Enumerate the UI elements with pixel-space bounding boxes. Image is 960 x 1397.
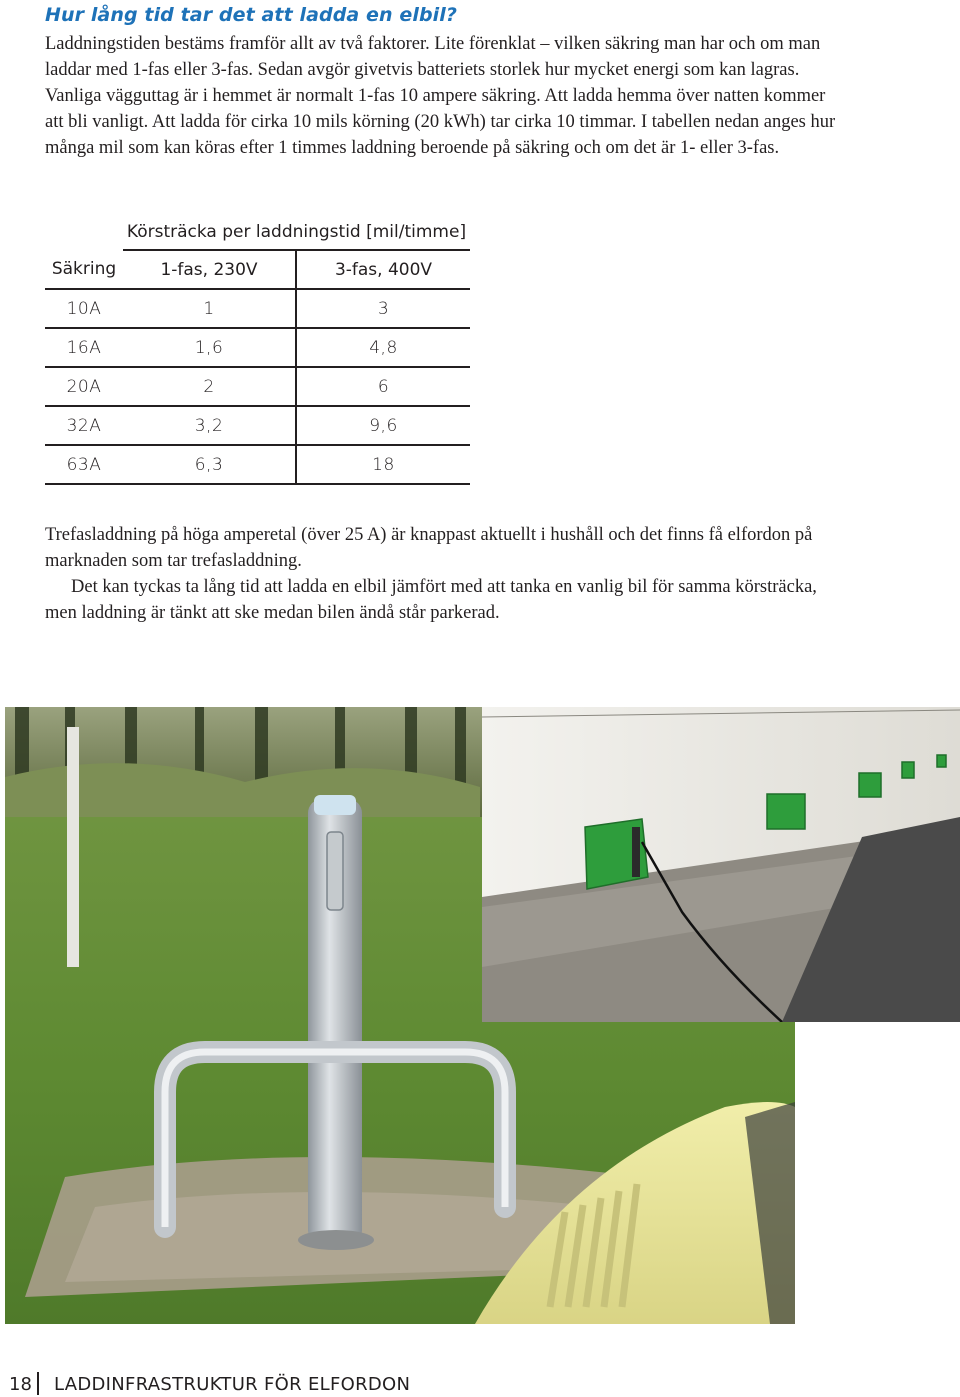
page-number: 18 — [9, 1374, 32, 1395]
one-phase-cell: 1 — [123, 289, 296, 328]
intro-paragraph: Laddningstiden bestäms framför allt av två faktorer. Lite förenklat – vilken säkring man har och om man laddar med 1-fas eller 3-fas. Sedan avgör givetvis batteriets storlek hur mycket energi som kan lagras. Vanliga vägguttag är i hemmet är normalt 1-fas 10 ampere säkring. Att ladda hemma över natten kommer att bli vanligt. Att ladda för cirka 10 mils körning (20 kWh) tar cirka 10 timmar. I tabellen nedan anges hur många mil som kan köras efter 1 timmes laddning beroende på säkring och om det är 1- eller 3-fas. — [45, 34, 836, 158]
three-phase-paragraph: Trefasladdning på höga amperetal (över 25 A) är knappast aktuellt i hushåll och det finns få elfordon på marknaden som tar trefasladdning. — [45, 525, 813, 571]
fuse-cell: 32A — [45, 406, 123, 445]
section-heading: Hur lång tid tar det att ladda en elbil? — [45, 4, 458, 26]
table-row — [45, 289, 470, 328]
garage-charger-photo — [482, 707, 960, 1022]
fuse-cell: 16A — [45, 328, 123, 367]
fuse-cell: 63A — [45, 445, 123, 484]
table-span-header: Körsträcka per laddningstid [mil/timme] — [123, 214, 470, 250]
footer-divider — [37, 1372, 39, 1395]
publication-title: LADDINFRASTRUKTUR FÖR ELFORDON — [54, 1374, 411, 1395]
table-row — [45, 328, 470, 367]
parking-paragraph: Det kan tyckas ta lång tid att ladda en elbil jämfört med att tanka en vanlig bil för samma körsträcka, men laddning är tänkt att ske medan bilen ändå står parkerad. — [45, 577, 817, 623]
three-phase-cell: 9,6 — [296, 406, 470, 445]
table-body — [45, 289, 470, 484]
one-phase-cell: 1,6 — [123, 328, 296, 367]
one-phase-cell: 3,2 — [123, 406, 296, 445]
column-header-3-phase: 3-fas, 400V — [296, 250, 470, 289]
fuse-cell: 20A — [45, 367, 123, 406]
table-row — [45, 406, 470, 445]
one-phase-cell: 6,3 — [123, 445, 296, 484]
three-phase-cell: 18 — [296, 445, 470, 484]
page-footer — [0, 1370, 960, 1397]
table-row — [45, 367, 470, 406]
charging-range-table — [45, 214, 470, 485]
table-corner — [45, 214, 123, 250]
column-header-1-phase: 1-fas, 230V — [123, 250, 296, 289]
column-header-fuse: Säkring — [45, 250, 123, 289]
three-phase-cell: 3 — [296, 289, 470, 328]
one-phase-cell: 2 — [123, 367, 296, 406]
table-row — [45, 445, 470, 484]
three-phase-cell: 6 — [296, 367, 470, 406]
fuse-cell: 10A — [45, 289, 123, 328]
three-phase-cell: 4,8 — [296, 328, 470, 367]
